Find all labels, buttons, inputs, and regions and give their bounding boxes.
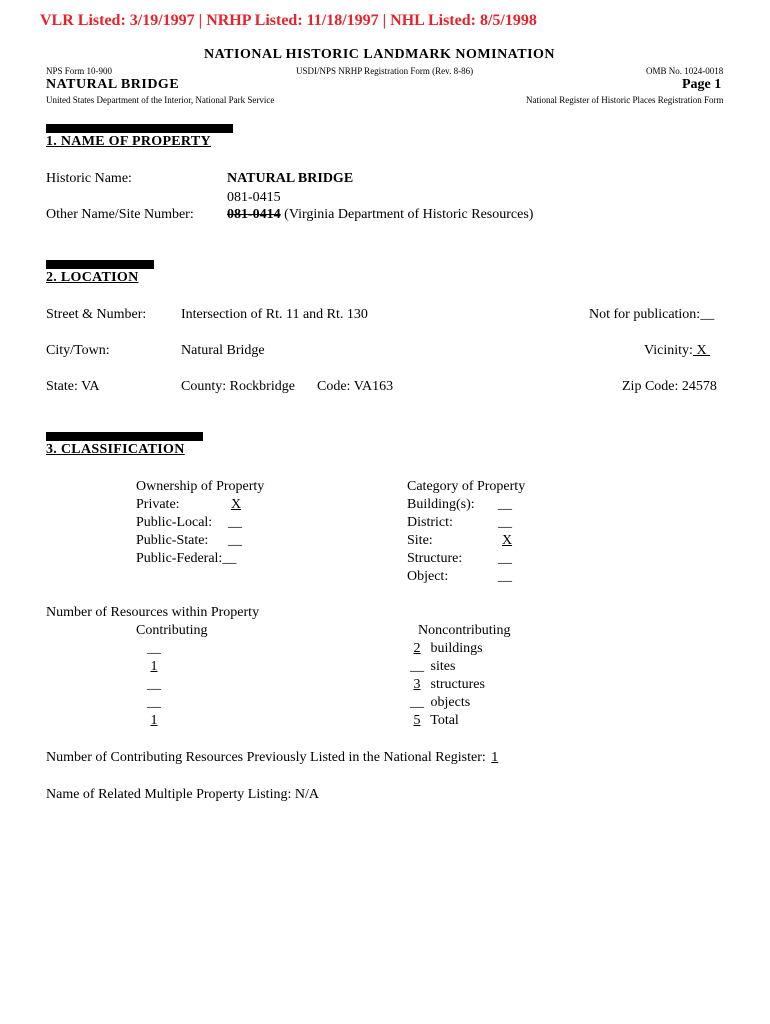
contributing-structures: __ [147, 677, 161, 692]
noncontributing-buildings: 2 buildings [413, 641, 483, 656]
form-title: NATIONAL HISTORIC LANDMARK NOMINATION [204, 47, 556, 62]
historic-name-label: Historic Name: [46, 171, 132, 186]
section-1-heading: 1. NAME OF PROPERTY [46, 134, 211, 149]
category-building-mark: __ [498, 497, 512, 512]
vicinity: Vicinity: X [644, 343, 711, 358]
noncontributing-structures: 3 structures [413, 677, 485, 692]
other-name-label: Other Name/Site Number: [46, 207, 194, 222]
ownership-federal: Public-Federal:__ [136, 551, 237, 566]
department-line: United States Department of the Interior, National Park Service [46, 95, 275, 105]
ownership-local-label: Public-Local: [136, 515, 213, 530]
city-label: City/Town: [46, 343, 110, 358]
section-bar [46, 260, 154, 269]
zip-code: Zip Code: 24578 [622, 379, 717, 394]
previously-listed: Number of Contributing Resources Previously Listed in the National Register: 1 [46, 750, 499, 765]
section-3-heading: 3. CLASSIFICATION [46, 442, 185, 457]
contributing-sites: 1 [150, 659, 158, 674]
county-code: Code: VA163 [317, 379, 394, 394]
ownership-private-label: Private: [136, 497, 180, 512]
category-district-mark: __ [498, 515, 512, 530]
ownership-title: Ownership of Property [136, 479, 265, 494]
category-building-label: Building(s): [407, 497, 475, 512]
related-multiple-listing: Name of Related Multiple Property Listing: N/A [46, 787, 319, 802]
category-site-label: Site: [407, 533, 433, 548]
vicinity-mark: X [692, 343, 711, 358]
noncontributing-title: Noncontributing [418, 623, 511, 638]
section-bar [46, 432, 203, 441]
noncontributing-sites: __ sites [410, 659, 456, 674]
contributing-buildings: __ [147, 641, 161, 656]
category-structure-mark: __ [498, 551, 512, 566]
site-number-struck: 081-0414 [227, 207, 281, 222]
category-structure-label: Structure: [407, 551, 463, 566]
page-number: Page 1 [682, 77, 722, 92]
resources-title: Number of Resources within Property [46, 605, 260, 620]
not-for-publication: Not for publication:__ [589, 307, 715, 322]
register-line: National Register of Historic Places Registration Form [526, 95, 724, 105]
omb-number: OMB No. 1024-0018 [646, 66, 724, 76]
category-object-mark: __ [498, 569, 512, 584]
section-2-heading: 2. LOCATION [46, 270, 139, 285]
street-label: Street & Number: [46, 307, 147, 322]
contributing-objects: __ [147, 695, 161, 710]
category-object-label: Object: [407, 569, 449, 584]
noncontributing-total: 5 Total [413, 713, 459, 728]
other-name-value [227, 207, 533, 223]
form-name: USDI/NPS NRHP Registration Form (Rev. 8-86) [296, 66, 474, 76]
site-number-corrected: 081-0415 [227, 190, 281, 205]
ownership-state-mark: __ [228, 533, 242, 548]
site-number-note: (Virginia Department of Historic Resources) [284, 207, 534, 222]
contributing-total: 1 [150, 713, 158, 728]
noncontributing-objects: __ objects [410, 695, 471, 710]
property-title: NATURAL BRIDGE [46, 77, 180, 92]
historic-name-value: NATURAL BRIDGE [227, 171, 354, 186]
category-site-mark: X [501, 533, 513, 548]
category-title: Category of Property [407, 479, 526, 494]
form-number: NPS Form 10-900 [46, 66, 113, 76]
county: County: Rockbridge [181, 379, 295, 394]
section-bar [46, 124, 233, 133]
city-value: Natural Bridge [181, 343, 265, 358]
category-district-label: District: [407, 515, 453, 530]
contributing-title: Contributing [136, 623, 208, 638]
street-value: Intersection of Rt. 11 and Rt. 130 [181, 307, 368, 322]
ownership-local-mark: __ [228, 515, 242, 530]
state: State: VA [46, 379, 100, 394]
ownership-state-label: Public-State: [136, 533, 209, 548]
listing-dates: VLR Listed: 3/19/1997 | NRHP Listed: 11/18/1997 | NHL Listed: 8/5/1998 [40, 12, 537, 29]
ownership-private-mark: X [230, 497, 242, 512]
